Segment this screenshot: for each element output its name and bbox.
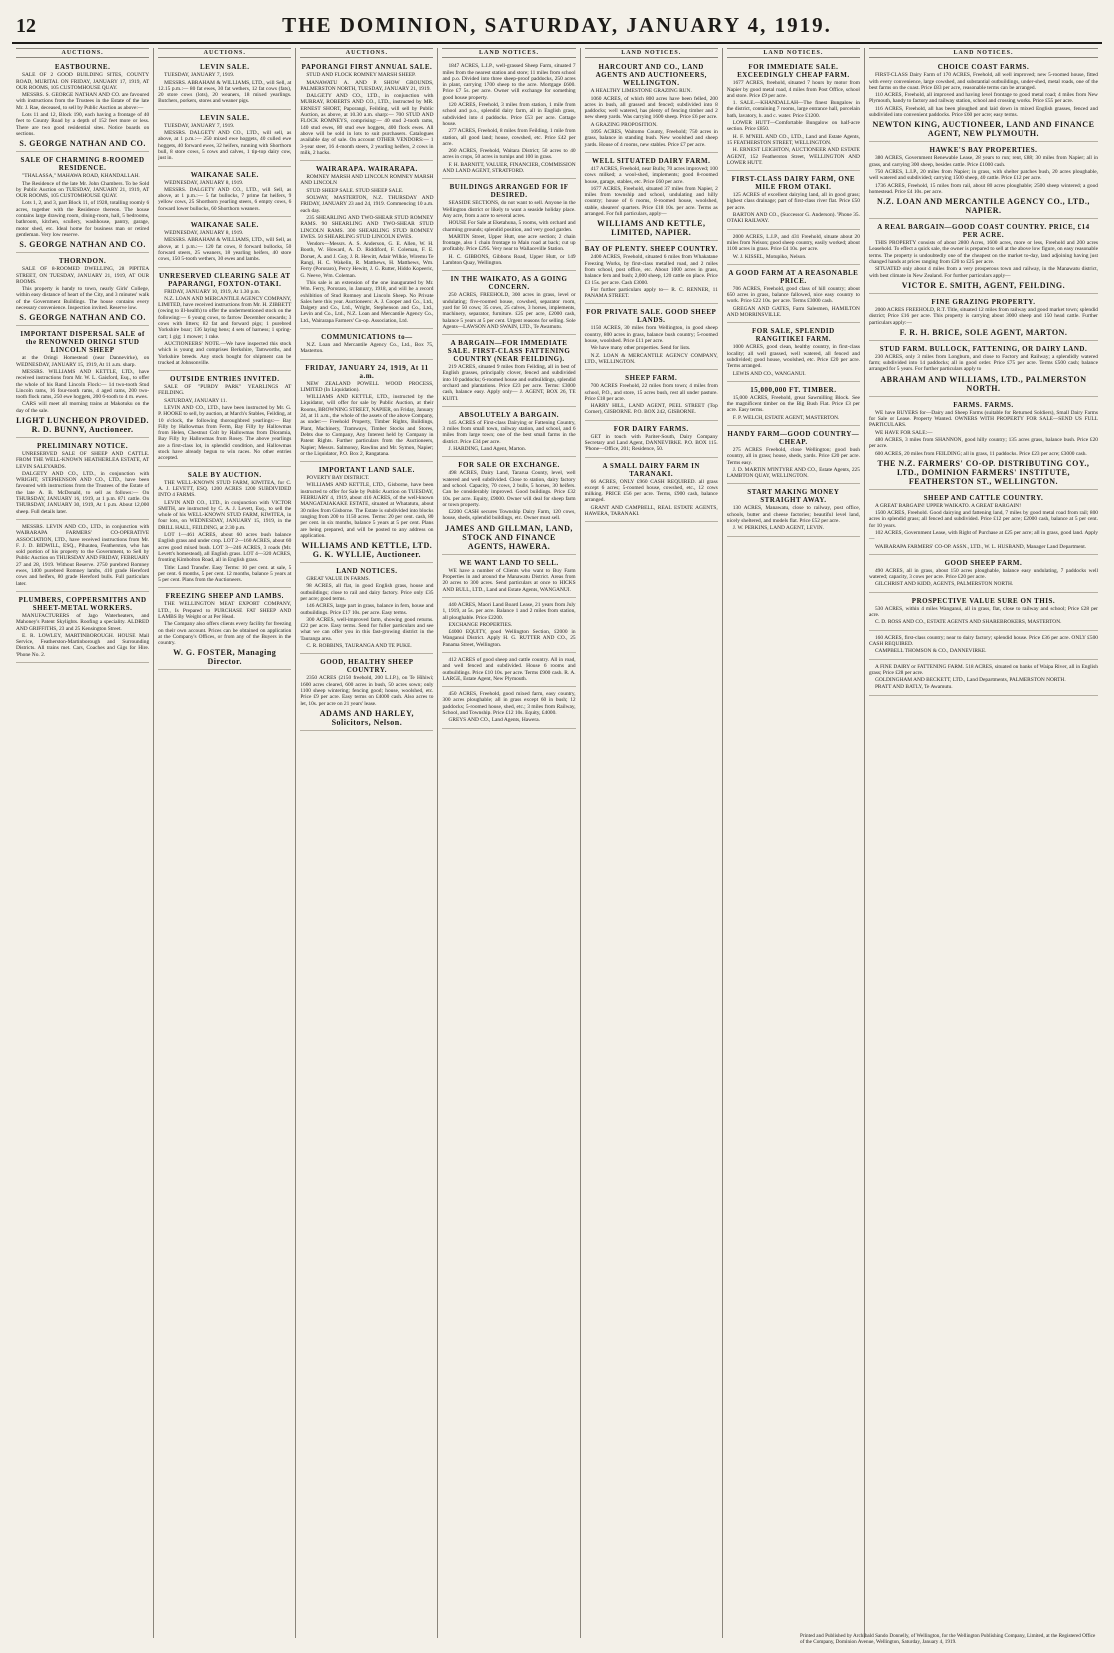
advertisement xyxy=(442,61,575,179)
advertisement xyxy=(442,600,575,653)
advertisement xyxy=(727,232,860,265)
advertisement xyxy=(869,399,1098,490)
ad-paragraph: WAIRARAPA FARMERS' CO-OP. ASSN., LTD., W. L. HUSBAND, Manager Land Department. xyxy=(874,543,1087,550)
ad-paragraph: ROMNEY MARSH AND LINCOLN ROMNEY MARSH AND LINCOLN xyxy=(300,174,434,187)
advertisement xyxy=(585,155,718,241)
ad-heading: PRELIMINARY NOTICE. xyxy=(37,441,129,450)
ad-paragraph: GREGAN AND GATES, Farm Salesmen, HAMILTON AND MORRINSVILLE. xyxy=(726,305,860,319)
advertisement xyxy=(16,154,149,253)
ad-paragraph: 1677 ACRES, Freehold, situated 37 miles from Napier, 2 miles from township and school, undulating and hilly country; house of 6 rooms, 8-roomed house, woolshed, stable, shearers' quarters. Price £18 10s. per acre. Terms as arranged. For full particulars, apply— xyxy=(584,185,718,218)
ad-heading: A GOOD FARM AT A REASONABLE PRICE. xyxy=(728,268,859,285)
ad-paragraph: LEWIS AND CO., WANGANUI. xyxy=(732,370,806,377)
ad-paragraph: 110 ACRES, Freehold, all improved and having level frontage to good metal road; 4 miles from New Plymouth, handy to factory and railway station, school and crossing works. Price £55 per acre. xyxy=(868,92,1098,105)
ad-heading: A BARGAIN—FOR IMMEDIATE SALE. FIRST-CLASS FATTENING COUNTRY (NEAR FEILDING). xyxy=(447,339,571,364)
ad-paragraph: 1736 ACRES, Freehold, 15 miles from rail, about 80 acres ploughable; 2500 sheep wintered; a good homestead. Price £4 10s. per acre. xyxy=(868,182,1098,195)
ad-paragraph: 120 ACRES, Freehold, 3 miles from station, 1 mile from school and p.o., splendid dairy farm, all in English grass, subdivided into 4 paddocks. Price £53 per acre. Cottage house. xyxy=(442,102,576,127)
ad-paragraph: £4000 EQUITY, good Wellington Section, £2000 in Wanganui District. Apply H. G. RUTTER AND CO., 25 Panama Street, Wellington. xyxy=(442,629,576,648)
ad-paragraph: TUESDAY, JANUARY 7, 1919. xyxy=(164,72,235,79)
ad-paragraph: E. R. LOWLEY, MARTINBOROUGH. HOUSE Mail Service, Featherston-Martinborough and Surrounding Districts. All trains met. Cars, Coaches and Gigs for Hire. 'Phone No. 2. xyxy=(16,632,150,658)
ad-heading: OUTSIDE ENTRIES INVITED. xyxy=(170,375,280,384)
ad-paragraph: GOLDINGHAM AND BECKETT, LTD., Land Departments, PALMERSTON NORTH. xyxy=(874,677,1066,684)
advertisement xyxy=(869,296,1098,341)
ad-paragraph: 440 ACRES, Maori Land Board Lease, 21 years from July 1, 1919, at 5s. per acre. Balance 1 and 2 miles from station, all ploughable. Price £2200. xyxy=(442,601,576,621)
ad-paragraph: GREYS AND CO., Land Agents, Hawera. xyxy=(448,717,540,724)
ad-paragraph: SOLWAY, MASTERTON, N.Z. THURSDAY AND FRIDAY, JANUARY 23 and 24, 1919. Commencing 10 a.m. each day. xyxy=(300,195,434,214)
ad-paragraph: 1. SALE.—KHANDALLAH—The finest Bungalow in the district, containing 7 rooms, large entrance hall, porcelain bath, lavatory, h. and c. water. Price £1200. xyxy=(726,100,860,119)
ad-firm-name: NEWTON KING, AUCTIONEER, LAND AND FINANCE AGENT, NEW PLYMOUTH. xyxy=(872,120,1095,139)
ad-paragraph: FIRST-CLASS Dairy Farm of 170 ACRES, Freehold, all well improved; new 5-roomed house, fitted with every convenience, large cowshed, and substantial outbuildings, under-shed, metal roads, one of the best farms on the coast. Price £83 per acre, reasonable terms can be arranged. xyxy=(868,72,1098,91)
ad-paragraph: A GRAZING PROPOSITION. xyxy=(590,121,658,128)
ad-paragraph: 98 ACRES, all flat, in good English grass, house and outbuildings; close to rail and dairy factory. Price only £35 per acre; good terms. xyxy=(300,583,434,602)
ad-paragraph: A FINE DAIRY or FATTENING FARM. 518 ACRES, situated on banks of Waipa River, all in English grass; Price £28 per acre. xyxy=(868,663,1098,676)
ad-firm-name: VICTOR E. SMITH, AGENT, FEILDING. xyxy=(901,280,1066,290)
advertisement xyxy=(442,655,575,687)
ad-heading: WE WANT LAND TO SELL. xyxy=(459,558,559,567)
ad-paragraph: DALGETY AND CO., LTD., in conjunction with WRIGHT, STEPHENSON AND CO., LTD., have been favoured with instructions from the Trustees of the Estate of the late A. B. McDonald, to sell as follows:— On THURSDAY, JANUARY 16, 1919, at 1 p.m. 871 cattle. On THURSDAY, JANUARY 30, 1919, At 1 p.m. About 12,000 sheep. Full details later. xyxy=(16,470,150,515)
ad-paragraph: WE have BUYERS for—Dairy and Sheep Farms (suitable for Returned Soldiers), Small Dairy Farms for Sale or Lease. Property Wanted. OWNERS WITH PROPERTY FOR SALE—SEND US FULL PARTICULARS. xyxy=(868,409,1098,429)
advertisement xyxy=(16,61,149,152)
advertisement xyxy=(300,61,433,161)
ad-heading: HAWKE'S BAY PROPERTIES. xyxy=(929,146,1038,155)
ad-paragraph: This property is handy to town, nearly Girls' College, within easy distance of heart of the City, and 3 minutes' walk of the Government Buildings. The house contains every necessary convenience. Inspection invited. Reserve low. xyxy=(16,286,150,312)
ad-heading: A REAL BARGAIN—GOOD COAST COUNTRY. PRICE, £14 PER ACRE. xyxy=(877,223,1090,240)
ad-paragraph: 700 ACRES Freehold, 22 miles from town; 4 miles from school, P.O., and store, 15 acres bush, rest all under pasture. Price £18 per acre. xyxy=(584,383,718,402)
column-header: LAND NOTICES. xyxy=(442,48,575,58)
ad-paragraph: FRIDAY, JANUARY 10, 1919, At 1.30 p.m. xyxy=(164,288,261,295)
ad-paragraph: STUD SHEEP SALE. STUD SHEEP SALE. xyxy=(306,187,404,194)
advertisement xyxy=(442,273,575,335)
ad-heading: WAIRARAPA. WAIRARAPA. xyxy=(316,165,418,174)
advertisement xyxy=(442,557,575,598)
advertisement xyxy=(727,428,860,484)
ad-paragraph: SALE OF 8-ROOMED DWELLING, 28 PIPITEA STREET, ON TUESDAY, JANUARY 21, 1919, AT OUR ROOMS. xyxy=(16,266,150,285)
ad-paragraph: 490 ACRES, all in grass, about 150 acres ploughable, balance easy undulating, 7 paddocks well watered; capacity, 3 cows per acre. Price £20 per acre. xyxy=(868,567,1098,581)
advertisement xyxy=(16,328,149,438)
ad-paragraph: DALGETY AND CO., LTD., in conjunction with MURRAY, ROBERTS AND CO., LTD., instructed by MR. ERNEST SHORT, Paporangi, Feilding, will sell by Public Auction, as above, at 10.30 a.m. sharp:— 700 STUD AND FLOCK ROMNEYS, comprising:— 40 stud 2-tooth rams, 140 stud ewes, 80 stud ewe hoggets, 400 flock ewes. All above will be sold in lots to suit purchasers. Catalogues available day of sale. On account OTHER VENDORS:— 1 3-year steer, 16 4-month steers, 2 yearling heifers, 2 cows in milk, 2 hacks. xyxy=(300,93,434,156)
ad-paragraph: 145 ACRES of First-class Dairying or Fattening Country, 3 miles from small town, railway station, and school, and 6 miles from large town; one of the best small farms in the district. Price £34 per acre. xyxy=(442,419,576,445)
ad-paragraph: £2200 CASH secures Township Dairy Farm, 120 cows, house, sheds, splendid buildings, etc. Owner must sell. xyxy=(442,509,576,522)
advertisement xyxy=(585,61,718,153)
ad-paragraph: SITUATED only about 4 miles from a very prosperous town and railway, in the Manawatu district, with best climate in New Zealand. For further particulars apply— xyxy=(868,266,1098,279)
ad-heading: GOOD, HEALTHY SHEEP COUNTRY. xyxy=(320,658,414,675)
ad-firm-name: S. GEORGE NATHAN AND CO. xyxy=(19,313,146,323)
ad-heading: GOOD SHEEP FARM. xyxy=(944,558,1023,567)
ad-heading: FRIDAY, JANUARY 24, 1919, At 11 a.m. xyxy=(305,363,429,380)
ad-paragraph: LOT 1—461 ACRES, about 60 acres bush balance English grass and under crop. LOT 2—160 ACRES, about 60 acres good mixed bush. LOT 3—246 ACRES, 3 roads (Mr. Levett's homestead), all English grass. LOT 4—320 ACRES, fronting Kimbolton Road, all in English grass. xyxy=(158,532,292,564)
ad-heading: 15,000,000 FT. TIMBER. xyxy=(750,385,837,394)
ad-paragraph: 1095 ACRES, Waitomo County, Freehold; 750 acres in grass, balance in standing bush. New woolshed and sheep yards. House of 4 rooms, new stables. Price £7 per acre. xyxy=(584,129,718,148)
advertisement xyxy=(300,362,433,463)
ad-paragraph: 260 ACRES, Freehold, Waitara District; 50 acres to 40 acres in crops, 50 acres in turnips and 100 in grass. xyxy=(442,148,576,161)
ad-heading: SALE OF CHARMING 8-ROOMED RESIDENCE. xyxy=(20,156,145,173)
ad-paragraph: We have many other properties. Send for lists. xyxy=(590,345,691,352)
ad-paragraph: 125 ACRES of excellent dairying land, all in good grass; highest class drainage; part of first-class river flat. Price £50 per acre. xyxy=(726,192,860,211)
advertisement xyxy=(158,169,291,217)
advertisement xyxy=(869,662,1098,696)
column-header: LAND NOTICES. xyxy=(869,48,1098,58)
advertisement xyxy=(585,372,718,420)
ad-paragraph: 130 ACRES, Manawatu, close to railway, post office, schools, butter and cheese factories; beautiful level land, nicely sheltered, and models flat. Price £52 per acre. xyxy=(726,505,860,525)
ad-firm-name: WILLIAMS AND KETTLE, LIMITED, NAPIER. xyxy=(596,219,706,238)
ad-firm-name: S. GEORGE NATHAN AND CO. xyxy=(19,240,146,250)
ad-paragraph: LEVIN AND CO., LTD., have been instructed by Mr. G. P. HOOKE to sell, by auction, at March's Stables, Feilding, at 10 o'clock, the following thoroughbred yearlings:— Bay Filly by Hallowmas from Ferm, Bay Filly by Hallowmas from Helen, Chestnut Colt by Hallowmas from Dioramia, Bay Filly by Hallowmas from Rosey. The above yearlings are a first-class lot, in splendid condition, and Hallowmas stock have already begun to win races. No other entries accepted. xyxy=(158,404,292,462)
ad-heading: FIRST-CLASS DAIRY FARM, ONE MILE FROM OTAKI. xyxy=(731,175,856,192)
advertisement xyxy=(585,423,718,458)
ad-paragraph: MESSRS. DALGETY AND CO., LTD., will sell, as above, at 1 p.m.:— 250 mixed ewe hoggets, 40 culled ewe hoggets, 40 forward ewes, 32 heifers, running with Shorthorn bull, 8 store cows, 5 cows and calves, 1 tip-top dairy cow, just in. xyxy=(158,130,292,162)
ad-heading: LAND NOTICES. xyxy=(336,567,398,576)
ad-paragraph: 2400 ACRES, Freehold, situated 6 miles from Whakatane Freezing Works, by first-class metalled road, and 2 miles from school, post office, etc. About 1000 acres in grass, balance fern and bush; 2,000 sheep, 120 cattle on place. Price £3 15s. per acre. Cash £3000. xyxy=(584,254,718,286)
ad-heading: LEVIN SALE. xyxy=(200,63,250,72)
ad-paragraph: A HEALTHY LIMESTONE GRAZING RUN. xyxy=(590,88,692,95)
ad-firm-name: F. R. H. BRICE, SOLE AGENT, MARTON. xyxy=(899,327,1068,337)
ad-paragraph: WEDNESDAY, JANUARY 8, 1919. xyxy=(164,230,244,237)
ad-paragraph: 706 ACRES, Freehold, good class of hill country; about 650 acres in grass, balance fallowed, nice easy country to work. Price £22 10s. per acre. Terms £3000 cash. xyxy=(726,285,860,305)
ad-heading: SHEEP FARM. xyxy=(625,374,678,383)
ad-paragraph: SALE OF 2 GOOD BUILDING SITES, COUNTY ROAD, MURITAI. ON FRIDAY, JANUARY 17, 1919, AT OUR ROOMS, 105 CUSTOMHOUSE QUAY. xyxy=(16,72,150,91)
advertisement xyxy=(727,384,860,426)
ad-paragraph: GILCHRIST AND KIDD, AGENTS, PALMERSTON NORTH. xyxy=(874,581,1014,588)
ad-heading: FOR PRIVATE SALE. GOOD SHEEP LANDS. xyxy=(586,308,717,325)
ad-firm-name: S. GEORGE NATHAN AND CO. xyxy=(19,139,146,149)
ad-paragraph: 530 ACRES, within 4 miles Wanganui, all in grass, flat, close to railway and school; Price £28 per acre. xyxy=(868,605,1098,619)
advertisement xyxy=(158,373,291,467)
ad-paragraph: MARTIN Street, Upper Hutt, one acre section; 2 chain frontage, also 1 chain frontage to Main road at back; cut up profitably. Price £295. Very near to Wallaceville Station. xyxy=(442,233,576,253)
ad-paragraph: 450 ACRES, Freehold, good mixed farm, easy country, 300 acres ploughable; all in grass except 60 in bush; 12 paddocks; 5-roomed house, shed, etc.; 3 miles from Railway, School, and Township. Price £12 10s. Equity, £4000. xyxy=(442,691,576,717)
ad-paragraph: W. J. KISSEL, Motupiko, Nelson. xyxy=(732,253,807,260)
ad-heading: FOR IMMEDIATE SALE. EXCEEDINGLY CHEAP FARM. xyxy=(737,63,850,80)
masthead xyxy=(12,14,1102,44)
advertisement xyxy=(727,61,860,171)
ad-paragraph: Title: Land Transfer. Easy Terms: 10 per cent. at sale, 5 per cent. 6 months, 5 per cent. 12 months, balance 5 years at 5 per cent. Plans from the Auctioneers. xyxy=(158,564,292,584)
ad-paragraph: PRATT AND BATLY, Te Awamutu. xyxy=(874,684,953,691)
ad-paragraph: H. F. M'NEIL AND CO., LTD., Land and Estate Agents, 15 FEATHERSTON STREET, WELLINGTON. xyxy=(726,133,860,146)
ad-paragraph: 116 ACRES, Freehold, all has been ploughed and laid down in mixed English grasses, fenced and subdivided into convenient paddocks. Price £60 per acre; easy terms. xyxy=(868,105,1098,119)
ad-paragraph: MANAWATU A. AND P. SHOW GROUNDS, PALMERSTON NORTH, TUESDAY, JANUARY 21, 1919. xyxy=(300,79,434,92)
advertisement xyxy=(869,221,1098,294)
ad-heading: HARCOURT AND CO., LAND AGENTS AND AUCTIONEERS, WELLINGTON. xyxy=(595,63,707,88)
ad-paragraph: POVERTY BAY DISTRICT. xyxy=(306,475,370,482)
advertisement xyxy=(158,590,291,670)
ad-firm-name: N.Z. LOAN AND MERCANTILE AGENCY CO., LTD., NAPIER. xyxy=(877,197,1090,216)
ad-paragraph: The Company also offers clients every facility for freezing on their own account. Prices can be obtained on application at the Company's Offices, or from any of the Buyers in the country. xyxy=(158,621,292,647)
ad-paragraph: SATURDAY, JANUARY 11. xyxy=(164,397,227,404)
ad-firm-name: ABRAHAM AND WILLIAMS, LTD., PALMERSTON NORTH. xyxy=(880,374,1087,393)
ad-heading: IN THE WAIKATO, AS A GOING CONCERN. xyxy=(450,275,568,292)
column-2 xyxy=(154,48,296,1638)
ad-heading: WELL SITUATED DAIRY FARM. xyxy=(592,156,711,165)
ad-paragraph: TUESDAY, JANUARY 7, 1919. xyxy=(164,122,235,129)
ad-paragraph: 412 ACRES of good sheep and cattle country. All in road, and well fenced and subdivided. House 6 rooms and outbuildings. Price £10 10s. per acre. Terms £900 cash. R. A. LARGE, Estate Agent, New Plymouth. xyxy=(442,657,576,682)
ad-paragraph: 66 ACRES, ONLY £960 CASH REQUIRED. all grass except 6 acres; 5-roomed house, cowshed, etc., 12 cows milking. PRICE £56 per acre. Terms, £900 cash, balance arranged. xyxy=(584,478,718,504)
advertisement xyxy=(442,459,575,554)
advertisement xyxy=(585,306,718,370)
ad-heading: PAPORANGI FIRST ANNUAL SALE. xyxy=(301,63,433,72)
ad-firm-name: WILLIAMS AND KETTLE, LTD. G. K. WYLLIE, Auctioneer. xyxy=(301,541,433,560)
ad-paragraph: N.Z. LOAN & MERCANTILE AGENCY COMPANY, LTD., WELLINGTON. xyxy=(584,352,718,365)
ad-paragraph: WILLIAMS AND KETTLE, LTD., Gisborne, have been instructed to offer for Sale by Public Auction on TUESDAY, FEBRUARY 4, 1919, about 416 ACRES, of the well-known MANGATAIAKAKE ESTATE, situated at Whatatutu, about 30 miles from Gisborne. The Estate is subdivided into blocks ranging from 200 to 1150 acres. Terms: 20 per cent. cash, 80 per cent. in six months, balance 5 years at 5 per cent. Plans are being prepared, and will be posted to any address on application. xyxy=(300,482,434,539)
ad-heading: START MAKING MONEY STRAIGHT AWAY. xyxy=(747,488,840,505)
advertisement xyxy=(727,486,860,536)
ad-paragraph: THIS PROPERTY consists of about 2800 Acres, 1600 acres, more or less, Freehold and 200 acres Leasehold. To effect a quick sale, the owner is prepared to sell at the above low figure, on easy reasonable terms. The property is undoubtedly one of the cheapest on the market to-day, land adjoining having just changed hands at prices ranging from £20 to £25 per acre. xyxy=(868,240,1098,266)
ad-heading: HANDY FARM—GOOD COUNTRY—CHEAP. xyxy=(727,429,860,446)
ad-paragraph: 15,000 ACRES, Freehold, great Sawmilling Block. See the magnificent timber on the Big Bush Flat. Price £3 per acre. Easy terms. xyxy=(726,394,860,414)
ad-paragraph: 480 ACRES, 3 miles from SHANNON, good hilly country; 135 acres grass, balance bush. Price £20 per acre. xyxy=(868,436,1098,450)
ad-paragraph: 417 ACRES, Freehold, near Bulls; 70 acres improved; 100 cows milked; a wool-shed, implements; good 8-roomed house, garage, stables, etc. Price £60 per acre. xyxy=(584,165,718,185)
column-header: LAND NOTICES. xyxy=(585,48,718,58)
ad-paragraph: 1060 ACRES, of which 800 acres have been felled, 200 acres in bush, all grassed and fenced; subdivided into 8 paddocks; well watered, has plenty of fencing timber and 2 new sheep yards. Was carrying 1600 sheep. Price £6 per acre. xyxy=(584,95,718,121)
ad-paragraph: MESSRS. ABRAHAM & WILLIAMS, LTD., will Sell, as above, at 1 p.m.:— 120 fat cows, 8 forward bullocks, 50 forward steers, 25 weaners, 18 yearling heifers, 40 store cows, 150 5-tooth wethers, 30 ewes and lambs. xyxy=(158,237,292,263)
advertisement xyxy=(16,440,149,520)
ad-heading: STUD FARM. BULLOCK, FATTENING, OR DAIRY LAND. xyxy=(879,344,1088,353)
ad-firm-name: ADAMS AND HARLEY, Solicitors, Nelson. xyxy=(319,708,414,727)
ad-paragraph: 300 ACRES, well-improved farm, showing good returns. £22 per acre. Easy terms. Send for fuller particulars and see what we can offer you in this fast-growing district in the Tauranga area. xyxy=(300,616,434,642)
ad-paragraph: 1000 ACRES, good clean, healthy country, in first-class locality; all well grassed, well watered, all fenced and subdivided; good house, woolshed, etc. Price £20 per acre. Terms arranged. xyxy=(726,344,860,370)
ad-heading: SHEEP AND CATTLE COUNTRY. xyxy=(923,493,1044,502)
ad-heading: CHOICE COAST FARMS. xyxy=(937,63,1030,72)
ad-paragraph: HARRY HILL, LAND AGENT, PEEL STREET (Top Corner), GISBORNE. P.O. BOX 242, GISBORNE. xyxy=(584,403,718,416)
ad-paragraph: THE WELL-KNOWN STUD FARM, KIWITEA, for C. A. J. LEVETT, ESQ. 1200 ACRES 1200 SUBDIVIDED INTO 4 FARMS. xyxy=(158,479,292,499)
ad-heading: A SMALL DAIRY FARM IN TARANAKI. xyxy=(602,461,700,478)
ad-paragraph: N.Z. LOAN AND MERCANTILE AGENCY COMPANY, LIMITED, have received instructions from Mr. H. ZIBBETT (owing to ill-health) to offer the undermentioned stock on the following:— 6 young cows, to farrow December onwards; 3 cows with litters; 82 fat and forward pigs; 1 purebred Yorkshire boar; 136 laying hens; 4 sets of harness; 1 spring-cart; 1 gig; 1 mower; 1 rake. xyxy=(158,295,292,340)
ad-paragraph: LEVIN AND CO., LTD., in conjunction with VICTOR SMITH, are instructed by C. A. J. Levett, Esq., to sell the whole of his WELL-KNOWN STUD FARM, KIWITEA, in four lots, on WEDNESDAY, JANUARY 15, 1919, in the DRILL HALL, FEILDING, at 2.30 p.m. xyxy=(158,499,292,531)
advertisement xyxy=(300,464,433,563)
ad-paragraph: LOWER HUTT—Comfortable Bungalow on half-acre section. Price £850. xyxy=(726,120,860,133)
ad-heading: FARMS. FARMS. xyxy=(953,400,1014,409)
column-3 xyxy=(296,48,438,1638)
advertisement xyxy=(869,492,1098,555)
column-header: AUCTIONS. xyxy=(300,48,433,58)
ad-paragraph: 235 SHEARLING AND TWO-SHEAR STUD ROMNEY RAMS. 90 SHEARLING AND TWO-SHEAR STUD LINCOLN RAMS. 300 SHEARLING STUD ROMNEY EWES. 50 SHEARLING STUD LINCOLN EWES. xyxy=(300,214,434,240)
advertisement xyxy=(300,565,433,654)
ad-heading: WAIKANAE SALE. xyxy=(190,221,259,230)
ad-paragraph: MESSRS. ABRAHAM & WILLIAMS, LTD., will Sell, at 12.15 p.m.:— 80 fat ewes, 30 fat wethers, 12 fat cows (fats), 20 store cows (lots), 20 weaners, 18 mixed yearlings. Butchers, porkers, stores and weaner pigs. xyxy=(158,79,292,105)
ad-heading: FREEZING SHEEP AND LAMBS. xyxy=(165,592,284,601)
advertisement xyxy=(585,460,718,523)
ad-paragraph: 2350 ACRES (2150 freehold, 200 L.I.P.), on Te Hihiwi; 1600 acres cleared, 600 acres in bush, 50 acres sown; only 1100 sheep wintering; fencing good; house, woolshed, etc. Price £9 per acre. Easy terms on £4000 cash. Also acres to let, 10s. per acre on 21 years' lease. xyxy=(300,675,434,707)
ad-firm-name: JAMES AND GILLMAN, LAND, STOCK AND FINANCE AGENTS, HAWERA. xyxy=(445,523,573,551)
ad-paragraph: 498 ACRES, Dairy Land, Tararua County, level, well watered and well subdivided. Close to station, dairy factory and school. Capacity, 70 cows, 2 bulls, 5 horses, 30 heifers. Can be considerably improved. Good buildings. Price £32 10s. per acre. Equity, £9000. Owner will deal for sheep farm or town property. xyxy=(442,470,576,508)
ad-paragraph: STUD AND FLOCK ROMNEY MARSH SHEEP. xyxy=(306,72,416,79)
ad-heading: IMPORTANT LAND SALE. xyxy=(318,466,415,475)
advertisement xyxy=(727,173,860,229)
ad-heading: FINE GRAZING PROPERTY. xyxy=(931,297,1036,306)
ad-paragraph: 230 ACRES, only 3 miles from Longburn, and close to Factory and Railway; a splendidly watered farm; subdivided into 14 paddocks; all in good order. Price £75 per acre. Terms £500 cash; balance arranged for 5 years. For further particulars apply to xyxy=(868,353,1098,373)
ad-paragraph: THE WELLINGTON MEAT EXPORT COMPANY, LTD., Is Prepared to PURCHASE FAT SHEEP AND LAMBS By Weight or at Per Head. xyxy=(158,601,292,620)
newspaper-title: THE DOMINION, SATURDAY, JANUARY 4, 1919. xyxy=(282,13,832,37)
advertisement xyxy=(727,267,860,323)
ad-heading: COMMUNICATIONS to— xyxy=(321,332,413,341)
ad-paragraph: MANUFACTURERS of Jago Waterheaters, and Mahoney's Patent Skylights. Roofing a speciality. ALDRED AND GRIFFITHS, 23 and 25 Kensington Street. xyxy=(16,612,150,632)
advertisement xyxy=(442,337,575,407)
page-number: 12 xyxy=(16,15,36,37)
ad-paragraph: 1150 ACRES, 30 miles from Wellington, in good sheep country, 800 acres in grass, balance bush country; 5-roomed house, woolshed. Price £11 per acre. xyxy=(584,325,718,345)
ad-paragraph: 277 ACRES, Freehold, 8 miles from Feilding, 1 mile from station, all good land; house, cowshed, etc. Price £42 per acre. xyxy=(442,128,576,147)
column-header: LAND NOTICES. xyxy=(727,48,860,58)
ad-heading: ABSOLUTELY A BARGAIN. xyxy=(459,410,560,419)
advertisement xyxy=(869,557,1098,593)
ad-paragraph: J. HARDING, Land Agent, Marton. xyxy=(448,446,527,453)
ad-paragraph: GREAT VALUE IN FARMS. xyxy=(306,576,371,583)
ad-paragraph: J. W. PERKINS, LAND AGENT, LEVIN. xyxy=(732,525,825,532)
ad-paragraph: J. D. MARTIN M'INTYRE AND CO., Estate Agents, 225 LAMBTON QUAY, WELLINGTON. xyxy=(726,466,860,480)
ad-paragraph: HOUSE For Sale at Eketahuna, 5 rooms, with orchard and charming grounds; splendid position, and very good garden. xyxy=(442,220,576,233)
ad-paragraph: BARTON AND CO., (Successor G. Anderson). 'Phone 35. OTAKI RAILWAY. xyxy=(726,212,860,225)
ad-paragraph: The Residence of the late Mr. John Chambers. To be Sold by Public Auction on TUESDAY, JANUARY 21, 1919, AT OUR ROOMS, 105 CUSTOMHOUSE QUAY. xyxy=(16,180,150,200)
ad-paragraph: MESSRS. S. GEORGE NATHAN AND CO. are favoured with instructions from the Trustees in the Estate of the late Mr. J. Rae, deceased, to sell by Public Auction as above:— xyxy=(16,92,150,111)
ad-paragraph: 1500 ACRES, Freehold. Good dairying and fattening land, 7 miles by good metal road from rail; 800 acres in splendid grass; all fenced and subdivided. Price £12 per acre; £2000 cash, balance at 5 per cent. for 10 years. xyxy=(868,510,1098,529)
ad-paragraph: N.Z. Loan and Mercantile Agency Co., Ltd., Box 75, Masterton. xyxy=(300,341,434,355)
ad-paragraph: Vendors—Messrs. A. S. Anderson, G. E. Allen, W. H. Booth, W. Howard, A. D. Riddiford, F. Coleman, F. E. Dorset, A. and J. Guy, J. R. Hewitt, Adair Wilkie, Wiremu Te Rangi, H. C. Wakelin, R. Matthews, H. Matthews, Wm. Ferry (Pororaro), Percy Hewitt, J. G. Rutter, Hiddo Kopeeric, G. Neeve, Wm. Coleman. xyxy=(300,241,434,279)
ad-heading: FOR DAIRY FARMS. xyxy=(613,424,689,433)
advertisement xyxy=(16,594,149,663)
printer-imprint: Printed and Published by Archibald Sando Donnelly, of Wellington, for the Wellington Publishing Company, Limited, at the Registered Office of the Company, Dominion Avenue, Wellington, Saturday, January 4, 1919. xyxy=(800,1633,1096,1645)
ad-heading: EASTBOURNE. xyxy=(54,63,111,72)
ad-heading: SALE BY AUCTION. xyxy=(187,470,262,479)
column-header: AUCTIONS. xyxy=(158,48,291,58)
ad-paragraph: 2000 ACRES, L.I.P., and 431 Freehold, situate about 20 miles from Nelson; good sheep country, easily worked; about 1100 acres in grass. Price £4 10s. per acre. xyxy=(726,233,860,253)
column-7 xyxy=(865,48,1102,1638)
ad-paragraph: 102 ACRES, Government Lease, with Right of Purchase at £25 per acre; all in grass, good land. Apply— xyxy=(868,529,1098,543)
ad-paragraph: WILLIAMS AND KETTLE, LTD., instructed by the Liquidator, will offer for sale by Public Auction, at their Rooms, BROWNING STREET, NAPIER, on Friday, January 24, at 11 a.m., the whole of the assets of the above Company, as under:— Freehold Property, Timber Rights, Buildings, Plant, Machinery, Tramways, Timber Stocks and Stores, Debts due to Company, Any Interest held by Company in Patent Rights. Further particulars from the Auctioneers, Napier; Messrs. Salmonsy, Rawlins and Mr. Symon, Napier; or the Liquidator, P.O. Box 2, Rangatana. xyxy=(300,394,434,457)
ad-paragraph: EXCHANGE PROPERTIES. xyxy=(448,621,513,628)
advertisement xyxy=(869,144,1098,219)
advertisement xyxy=(158,61,291,109)
ad-paragraph: 146 ACRES, large part in grass, balance in fern, house and outbuildings. Price £17 10s. per acre. Easy terms. xyxy=(300,603,434,616)
ad-paragraph: Lots 11 and 12, Block 190, each having a frontage of 40 feet to County Road by a depth of 152 feet more or less. There are two good residential sites. Notice boards on sections. xyxy=(16,112,150,137)
ad-firm-name: THE N.Z. FARMERS' CO-OP. DISTRIBUTING COY., LTD., DOMINION FARMERS' INSTITUTE, FEATHERSTON ST., WELLINGTON. xyxy=(877,458,1090,486)
advertisement xyxy=(16,255,149,326)
advertisement xyxy=(158,469,291,589)
advertisement xyxy=(727,325,860,381)
advertisement xyxy=(585,243,718,304)
ad-paragraph: CARS will meet all morning trains at Makotuku on the day of the sale. xyxy=(16,401,150,414)
ad-paragraph: WE have a number of Clients who want to Buy Farm Properties in and around the Manawatu District. Areas from 20 acres to 300 acres. Send particulars at once to HICKS AND BULL, LTD., Land and Estate Agents, WANGANUI. xyxy=(442,567,576,593)
ad-paragraph: 219 ACRES, situated 9 miles from Feilding, all in best of English grasses, principally clover, fenced and subdivided into 10 paddocks; 6-roomed house and outbuildings, splendid orchard and plantations. Price £23 per acre. Terms: £3000 cash, balance easy. Apply only— J. AGENT, BOX 26, TE KUITI. xyxy=(442,364,576,402)
advertisement xyxy=(442,689,575,728)
advertisement xyxy=(869,61,1098,142)
ad-heading: THORNDON. xyxy=(58,257,107,266)
ad-paragraph: GET in touch with Pariter-South, Dairy Company Secretary and Land Agent, DANNEVIRKE. P.O. BOX 115. 'Phone—Office, 201; Residence, 50. xyxy=(584,433,718,453)
ad-paragraph: A GREAT BARGAIN! UPPER WAIKATO. A GREAT BARGAIN! xyxy=(874,502,1021,509)
ad-heading: FOR SALE, SPLENDID RANGITIKEI FARM. xyxy=(752,327,835,344)
advertisement xyxy=(869,343,1098,397)
advertisement xyxy=(158,219,291,267)
ad-paragraph: For further particulars apply to— R. C. RENNER, 11 PANAMA STREET. xyxy=(584,286,718,300)
advertisement xyxy=(442,181,575,271)
ad-heading: UNRESERVED CLEARING SALE AT PAPARANGI, FOXTON-OTAKI. xyxy=(158,271,291,288)
ad-paragraph: MESSRS. LEVIN AND CO., LTD., in conjunction with WAIRARAPA FARMERS' CO-OPERATIVE ASSOCIATION, LTD., have received instructions from Mr. F. J. D. BIDWILL, ESQ., Pihautea, Featherston, who has sold portion of his property to the Government, to Sell by Public Auction on THURSDAY AND FRIDAY, FEBRUARY 27 and 28, 1919. Without Reserve. 2750 purebred Romney ewes, 1400 purebred Romney lambs, 410 grade Hereford cows and heifers, 80 grade Hereford bulls. Full particulars later. xyxy=(16,523,150,587)
ad-heading: IMPORTANT DISPERSAL SALE of the RENOWNED ORINGI STUD LINCOLN SHEEP xyxy=(20,330,145,355)
column-header: AUCTIONS. xyxy=(16,48,149,58)
ad-paragraph: 380 ACRES, Government Renewable Lease, 28 years to run; rent, £88; 30 miles from Napier; all in grass, and carrying 300 sheep, besides cattle. Price £1000 cash. xyxy=(868,155,1098,168)
ad-heading: FOR SALE OR EXCHANGE. xyxy=(458,461,560,470)
ad-paragraph: H. C. GIBBONS, Gibbons Road, Upper Hutt, or 149 Lambton Quay, Wellington. xyxy=(442,253,576,267)
ad-paragraph: NEW ZEALAND POWELL WOOD PROCESS, LIMITED (In Liquidation). xyxy=(300,380,434,393)
ad-firm-name: LIGHT LUNCHEON PROVIDED. R. D. BUNNY, Auctioneer. xyxy=(16,415,150,434)
column-5 xyxy=(581,48,723,1638)
ad-paragraph: 1677 ACRES, freehold, situated 7 hours by motor from Napier by good metal road, 4 miles from Post Office, school and store. Price £9 per acre. xyxy=(726,80,860,99)
ad-paragraph: CAMPBELL THOMSON & CO., DANNEVIRKE. xyxy=(874,648,987,655)
ad-paragraph: 275 ACRES Freehold, close Wellington; good bush country, all in grass; house, sheds, yards. Price £20 per acre. Terms easy. xyxy=(726,446,860,466)
ad-heading: PLUMBERS, COPPERSMITHS AND SHEET-METAL WORKERS. xyxy=(18,595,147,612)
advertisement xyxy=(158,270,291,372)
ad-heading: LEVIN SALE. xyxy=(200,113,250,122)
ad-heading: PROSPECTIVE VALUE SURE ON THIS. xyxy=(911,596,1056,605)
ad-paragraph: 600 ACRES, 20 miles from FEILDING; all in grass, 11 paddocks. Price £23 per acre; £3000 cash. xyxy=(874,450,1087,457)
ad-paragraph: WE HAVE FOR SALE:— xyxy=(874,429,933,436)
advertisement xyxy=(869,633,1098,660)
advertisement xyxy=(300,331,433,360)
ad-paragraph: AUCTIONEERS' NOTE.—We have inspected this stock which is young and comprises Berkshire, Tamworths, and Yorkshire breeds. Any stock bought for shipment can be trucked at Johnsonville. xyxy=(158,340,292,366)
advertisement xyxy=(300,163,433,329)
ad-paragraph: MESSRS. DALGETY AND CO., LTD., will Sell, as above, at 1 p.m.:— 5 fat bullocks, 7 prime fat heifers, 9 yellow cows, 25 Shorthorn yearling steers, 6 empty cows, 6 forward lower bullocks, 60 Shorthorn weaners. xyxy=(158,186,292,212)
advertisement xyxy=(869,595,1098,631)
ad-paragraph: SALE OF "PURDY PARK" YEARLINGS AT FEILDING. xyxy=(158,384,292,397)
ad-paragraph: at the Oringi Homestead (near Dannevirke), on WEDNESDAY, JANUARY 15, 1919, At 11 a.m. sharp. xyxy=(16,355,150,368)
ad-paragraph: 2000 ACRES FREEHOLD, R.T. Title, situated 12 miles from railway and good market town; splendid district; Price £16 per acre. This property is carrying about 3000 sheep and 150 head cattle. Further particulars apply:— xyxy=(868,306,1098,326)
ad-heading: WAIKANAE SALE. xyxy=(190,170,259,179)
ad-paragraph: "THALASSA," MAHAWA ROAD, KHANDALLAH. xyxy=(22,173,140,180)
advertisement xyxy=(442,409,575,457)
advertisement xyxy=(300,656,433,730)
ad-firm-name: W. G. FOSTER, Managing Director. xyxy=(173,648,277,667)
ad-heading: BAY OF PLENTY. SHEEP COUNTRY. xyxy=(584,245,718,254)
ad-paragraph: 160 ACRES, first-class country; near to dairy factory; splendid house. Price £36 per acre. ONLY £500 CASH REQUIRED. xyxy=(868,634,1098,647)
advertisement xyxy=(158,112,291,167)
ad-paragraph: GRANT AND CAMPBELL, REAL ESTATE AGENTS, HAWERA, TARANAKI. xyxy=(584,504,718,518)
ad-paragraph: WEDNESDAY, JANUARY 8, 1919. xyxy=(164,179,244,186)
column-4 xyxy=(438,48,580,1638)
column-1 xyxy=(12,48,154,1638)
column-6 xyxy=(723,48,865,1638)
ad-paragraph: C. D. ROSS AND CO., ESTATE AGENTS AND SHAREBROKERS, MASTERTON. xyxy=(874,619,1062,626)
ad-paragraph: 250 ACRES, FREEHOLD, 300 acres in grass, level or undulating; five-roomed house, cowshed, separator room, yard for 50 cows; 35 cows, 25 calves, 3 horses, implements, machinery, separator, furniture. £25 per acre, £2000 cash, balance 5 years at 5 per cent. Urgent reasons for selling. Sole Agents—LAWSON AND SWAIN, LTD., Te Awamutu. xyxy=(442,292,576,330)
ad-paragraph: H. ERNEST LEIGHTON, AUCTIONEER AND ESTATE AGENT, 152 Featherston Street, WELLINGTON AND LOWER HUTT. xyxy=(726,147,860,166)
advertisement xyxy=(16,522,149,592)
ad-paragraph: F. P. WELCH, ESTATE AGENT, MASTERTON. xyxy=(732,414,840,421)
ad-paragraph: SEASIDE SECTIONS, do not want to sell. Anyone in the Wellington district or likely to want a seaside holiday place. Any acre, from a acre to several acres. xyxy=(442,200,576,219)
ad-paragraph: UNRESERVED SALE OF SHEEP AND CATTLE. FROM THE WELL-KNOWN HEATHERLEA ESTATE, AT LEVIN SALEYARDS. xyxy=(16,450,150,470)
columns-container xyxy=(12,48,1102,1638)
ad-paragraph: C. R. ROBBINS, TAURANGA AND TE PUKE. xyxy=(306,643,412,650)
ad-heading: BUILDINGS ARRANGED FOR IF DESIRED. xyxy=(449,183,569,200)
ad-paragraph: 750 ACRES, L.I.P., 20 miles from Napier; in grass, with shelter patches bush, 20 acres ploughable, well watered and subdivided; carrying 1500 sheep, 40 cattle. Price £12 per acre. xyxy=(868,168,1098,182)
ad-paragraph: This sale is an extension of the one inaugurated by Mr. Wm. Ferry, Pororaro, in January, 1918, and will be a record exhibition of Stud Romney and Lincoln Sheep. No Private Sales here this year. Auctioneers: A. J. Cooper and Co., Ltd., Dalgety and Co., Ltd., Wright, Stephenson and Co., Ltd., Levin and Co., Ltd., N.Z. Loan and Mercantile Agency Co., Ltd., Wairarapa Farmers' Co-op. Association, Ltd. xyxy=(300,279,434,324)
ad-paragraph: F. H. BARNITT, VALUER, FINANCIER, COMMISSION AND LAND AGENT, STRATFORD. xyxy=(442,161,576,175)
ad-paragraph: 1847 ACRES, L.I.P., well-grassed Sheep Farm, situated 7 miles from the nearest station and store; 11 miles from school and p.o. Divided into three sheep-proof paddocks, 250 acres in plant, carrying 1700 sheep to the acre. Mortgage £600. Price £7 5s. per acre. Owner will exchange for something good house property. xyxy=(442,63,576,101)
ad-paragraph: MESSRS. WILLIAMS AND KETTLE, LTD., have received instructions from Mr. W. L. Gaisford, Esq., to offer the whole of his Rand Lincoln Flock:— 14 two-tooth Stud Lincoln rams, 16 four-tooth rams, 4 aged rams, 200 two-tooth flock rams, 250 ewe hoggets, 200 6-tooth to 4 m. ewes. xyxy=(16,368,150,401)
ad-paragraph: Lots 1, 2, and 3, part Block 11, of 1928, totalling roomly 6 acres, together with the Residence thereon. The house contains large drawing room, dining-room, hall, 5 bedrooms, bathroom, kitchen, scullery, washhouse, pantry, garage, motor shed, etc. Ideal home for business man or retired gentleman. Very low reserve. xyxy=(16,200,150,238)
